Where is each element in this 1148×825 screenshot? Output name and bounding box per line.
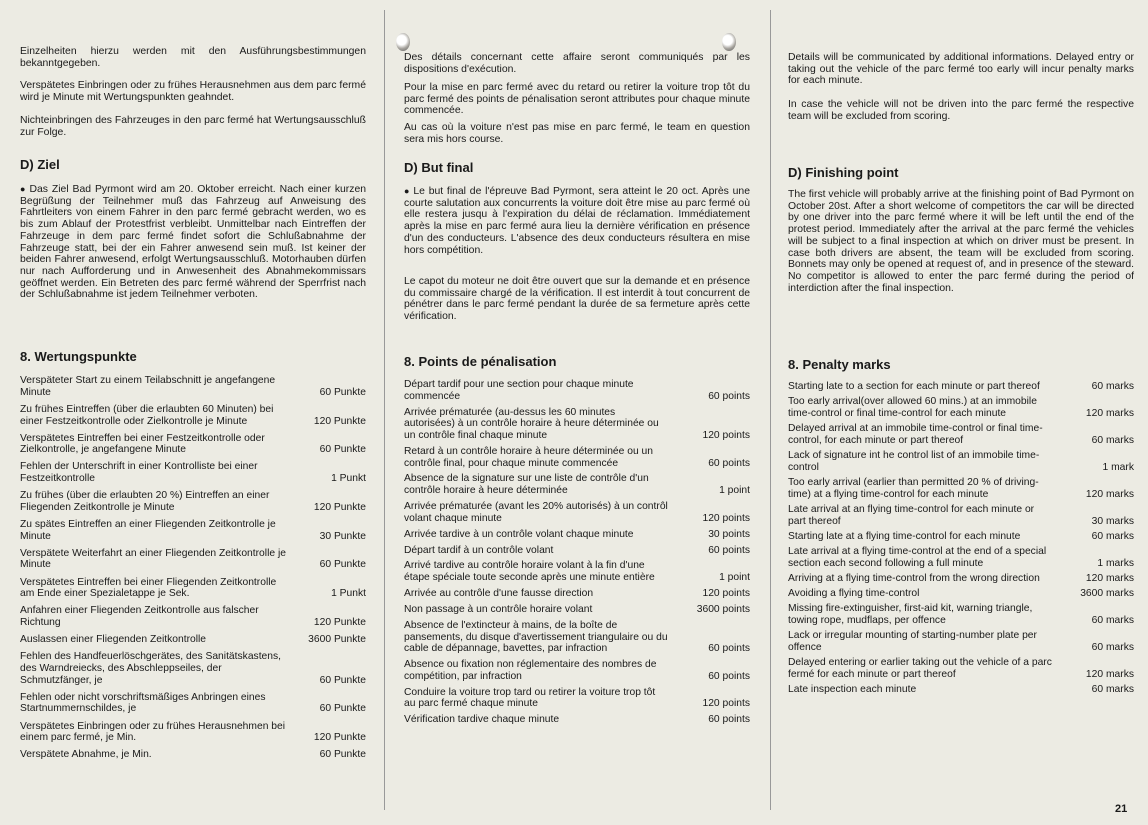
penalty-row bbox=[20, 519, 366, 542]
penalty-value: 120 Punkte bbox=[313, 501, 366, 513]
penalty-description: Fehlen oder nicht vorschriftsmäßiges Anbringen eines Startnummernschildes, je bbox=[20, 691, 266, 715]
penalty-row bbox=[404, 529, 750, 541]
intro-paragraph: In case the vehicle will not be driven into the parc fermé the respective team will be excluded from scoring. bbox=[788, 99, 1134, 122]
section-d-text: ● Le but final de l'épreuve Bad Pyrmont, sera atteint le 20 oct. Après une courte salutation aux concurrents la voiture doit être mise au parc fermé où elle restera jusqu à l'expiration du délai de réclamation. Immédiatement après la mise en parc fermé aura lieu la dernière vérification en présence d'un des conducteurs. L'absence des deux conducteurs résultera en mise hors compétition. bbox=[404, 186, 750, 256]
penalty-description: Too early arrival (earlier than permitted 20 % of driving-time) at a flying time-control for each minute bbox=[788, 476, 1039, 500]
penalty-row bbox=[788, 546, 1134, 569]
penalty-value: 3600 marks bbox=[1080, 588, 1134, 600]
penalty-value: 120 Punkte bbox=[313, 617, 366, 629]
penalty-value: 120 Punkte bbox=[313, 732, 366, 744]
penalty-row bbox=[404, 687, 750, 710]
penalty-value: 120 Punkte bbox=[313, 415, 366, 427]
penalty-row bbox=[404, 446, 750, 469]
penalty-row bbox=[20, 605, 366, 628]
penalty-value: 60 Punkte bbox=[319, 386, 366, 398]
penalty-row bbox=[788, 603, 1134, 626]
penalty-description: Absence de l'extincteur à mains, de la boîte de pansements, du disque d'avertissement triangulaire ou du cable de dépannage, bavettes, par infraction bbox=[404, 619, 668, 655]
section-d-text: ● Das Ziel Bad Pyrmont wird am 20. Oktober erreicht. Nach einer kurzen Begrüßung der Teilnehmer muß das Fahrzeug auf Anweisung des Fahrtleiters von einem Fahrer in den parc fermé gebracht werden, wo es bis zum Ablauf der Protestfrist verbleibt. Unmittelbar nach Eintreffen der Fahrzeuge in dem parc fermé findet sofort die Schlußabnahme der Fahrzeuge statt, bei der ein Fahrer anwesend sein muß. Ist keiner der beiden Fahrer anwesend, erfolgt Wertungsausschluß. Motorhauben dürfen nur nach Aufforderung und in Anwesenheit des Abnahmekommissars geöffnet werden. Ein Betreten des parc fermé während der Sperrfrist nach der Schlußabnahme ist jedem Teilnehmer verboten. bbox=[20, 184, 367, 301]
page-number: 21 bbox=[1115, 803, 1128, 815]
penalty-row bbox=[788, 588, 1134, 600]
penalty-value: 1 Punkt bbox=[331, 473, 366, 485]
penalty-description: Late inspection each minute bbox=[788, 683, 917, 695]
section-heading-but-final: D) But final bbox=[404, 160, 474, 175]
section-heading-penalties: 8. Wertungspunkte bbox=[20, 349, 137, 364]
penalty-value: 120 marks bbox=[1085, 572, 1134, 584]
penalty-value: 60 Punkte bbox=[319, 674, 366, 686]
section-heading-penalties: 8. Penalty marks bbox=[788, 357, 891, 372]
penalty-value: 1 point bbox=[719, 485, 750, 497]
penalty-row bbox=[788, 657, 1134, 680]
penalty-row bbox=[20, 548, 366, 571]
penalty-description: Conduire la voiture trop tard ou retirer la voiture trop tôt au parc fermé chaque minute bbox=[404, 686, 656, 710]
penalty-value: 120 marks bbox=[1085, 407, 1134, 419]
penalty-description: Delayed entering or earlier taking out the vehicle of a parc fermé for each minute or part thereof bbox=[788, 657, 1052, 680]
penalty-description: Arrivée au contrôle d'une fausse direction bbox=[404, 588, 594, 600]
section-heading-penalties: 8. Points de pénalisation bbox=[404, 354, 557, 369]
penalty-value: 30 Punkte bbox=[319, 530, 366, 542]
penalty-description: Verspäteter Start zu einem Teilabschnitt je angefangene Minute bbox=[20, 375, 276, 398]
penalty-description: Arriving at a flying time-control from the wrong direction bbox=[788, 572, 1040, 584]
penalty-value: 1 mark bbox=[1102, 461, 1134, 473]
penalty-description: Fehlen der Unterschrift in einer Kontrolliste bei einer Festzeitkontrolle bbox=[20, 461, 258, 485]
penalty-description: Lack or irregular mounting of starting-number plate per offence bbox=[788, 630, 1037, 653]
penalty-description: Retard à un contrôle horaire à heure déterminée ou un contrôle final, pour chaque minute commencée bbox=[404, 445, 654, 469]
penalty-row bbox=[20, 404, 366, 427]
penalty-description: Zu frühes (über die erlaubten 20 %) Eintreffen an einer Fliegenden Zeitkontrolle je Minute bbox=[20, 490, 270, 513]
penalty-value: 60 Punkte bbox=[319, 749, 366, 761]
penalty-value: 3600 Punkte bbox=[308, 634, 366, 646]
penalty-value: 60 Punkte bbox=[319, 559, 366, 571]
german-column bbox=[0, 0, 384, 825]
bullet-icon: ● bbox=[20, 184, 27, 194]
penalty-description: Fehlen des Handfeuerlöschgerätes, des Sanitätskastens, des Warndreiecks, des Abschleppseiles, der Schmutzfänger, je bbox=[20, 651, 282, 686]
penalty-description: Auslassen einer Fliegenden Zeitkontrolle bbox=[20, 634, 207, 646]
section-heading-finishing-point: D) Finishing point bbox=[788, 165, 899, 180]
penalty-row bbox=[20, 461, 366, 484]
penalty-description: Non passage à un contrôle horaire volant bbox=[404, 603, 593, 615]
penalty-description: Verspätetes Eintreffen bei einer Festzeitkontrolle oder Zielkontrolle, je angefangene Minute bbox=[20, 432, 265, 456]
penalty-value: 60 points bbox=[708, 670, 750, 682]
penalty-value: 60 marks bbox=[1091, 641, 1134, 653]
intro-paragraph: Einzelheiten hierzu werden mit den Ausführungsbestimmungen bekanntgegeben. bbox=[20, 46, 366, 69]
penalty-description: Départ tardif pour une section pour chaque minute commencée bbox=[404, 379, 634, 402]
intro-paragraph: Des détails concernant cette affaire seront communiqués par les dispositions d'exécution. bbox=[404, 52, 750, 75]
penalty-row bbox=[788, 477, 1134, 500]
penalty-row bbox=[788, 423, 1134, 446]
penalty-value: 60 Punkte bbox=[319, 703, 366, 715]
french-column bbox=[384, 0, 770, 825]
penalty-value: 1 marks bbox=[1097, 557, 1134, 569]
penalty-description: Delayed arrival at an immobile time-control or final time-control, for each minute or part thereof bbox=[788, 423, 1043, 446]
penalty-value: 60 marks bbox=[1091, 381, 1134, 392]
penalty-description: Absence de la signature sur une liste de contrôle d'un contrôle horaire à heure déterminée bbox=[404, 473, 649, 497]
penalty-row bbox=[788, 630, 1134, 653]
penalty-row bbox=[788, 381, 1134, 393]
penalty-value: 120 points bbox=[702, 698, 750, 710]
penalty-description: Avoiding a flying time-control bbox=[788, 588, 920, 600]
penalty-description: Arrivée prématurée (au-dessus les 60 minutes autorisées) à un contrôle horaire à heure déterminée ou un contrôle final chaque minute bbox=[404, 406, 659, 441]
penalty-value: 60 Punkte bbox=[319, 444, 366, 456]
penalty-value: 60 marks bbox=[1091, 530, 1134, 542]
penalty-row bbox=[20, 721, 366, 744]
section-d-text-2: Le capot du moteur ne doit être ouvert que sur la demande et en présence du commissaire chargé de la vérification. Il est interdit à tout concurrent de pénétrer dans le parc fermé pendant la durée de sa fermeture après cette vérification. bbox=[404, 276, 750, 323]
penalty-row bbox=[20, 749, 366, 761]
penalty-list bbox=[788, 381, 1134, 699]
penalty-value: 3600 points bbox=[696, 603, 750, 615]
penalty-row bbox=[404, 473, 750, 496]
english-column bbox=[770, 0, 1148, 825]
penalty-description: Starting late at a flying time-control for each minute bbox=[788, 530, 1021, 542]
penalty-description: Absence ou fixation non réglementaire des nombres de compétition, par infraction bbox=[404, 659, 657, 682]
penalty-row bbox=[404, 588, 750, 600]
penalty-row bbox=[788, 531, 1134, 543]
penalty-description: Arrivée tardive à un contrôle volant chaque minute bbox=[404, 528, 634, 540]
penalty-row bbox=[20, 692, 366, 715]
penalty-row bbox=[404, 714, 750, 726]
penalty-value: 60 points bbox=[708, 457, 750, 469]
penalty-row bbox=[788, 450, 1134, 473]
intro-paragraph: Verspätetes Einbringen oder zu frühes Herausnehmen aus dem parc fermé wird je Minute mit Wertungspunkten geahndet. bbox=[20, 80, 366, 103]
penalty-row bbox=[20, 433, 366, 456]
penalty-row bbox=[404, 620, 750, 655]
penalty-value: 60 points bbox=[708, 643, 750, 655]
penalty-description: Late arrival at a flying time-control at the end of a special section each second following a full minute bbox=[788, 545, 1047, 569]
intro-paragraph: Details will be communicated by additional informations. Delayed entry or taking out the vehicle of the parc fermé too early will incur penalty marks for each minute. bbox=[788, 52, 1134, 87]
penalty-row bbox=[20, 375, 366, 398]
intro-paragraph: Au cas où la voiture n'est pas mise en parc fermé, le team en question sera mis hors course. bbox=[404, 122, 750, 145]
penalty-description: Arrivé tardive au contrôle horaire volant à la fin d'une étape spéciale toute seconde après une minute entière bbox=[404, 560, 655, 584]
penalty-description: Lack of signature int he control list of an immobile time-control bbox=[788, 450, 1040, 473]
penalty-value: 60 points bbox=[708, 544, 750, 556]
penalty-row bbox=[788, 504, 1134, 527]
penalty-value: 60 marks bbox=[1091, 683, 1134, 695]
bullet-icon: ● bbox=[404, 186, 411, 196]
penalty-value: 120 marks bbox=[1085, 668, 1134, 680]
penalty-value: 30 marks bbox=[1091, 515, 1134, 527]
penalty-row bbox=[404, 407, 750, 442]
intro-paragraph: Nichteinbringen des Fahrzeuges in den parc fermé hat Wertungsausschluß zur Folge. bbox=[20, 115, 366, 138]
penalty-description: Verspätetes Einbringen oder zu frühes Herausnehmen bei einem parc fermé, je Min. bbox=[20, 720, 286, 744]
section-heading-ziel: D) Ziel bbox=[20, 157, 60, 172]
intro-paragraph: Pour la mise en parc fermé avec du retard ou retirer la voiture trop tôt du parc fermé des points de pénalisation seront attributes pour chaque minute commencée. bbox=[404, 82, 750, 117]
penalty-row bbox=[404, 501, 750, 524]
penalty-list bbox=[404, 379, 750, 730]
penalty-description: Verspätete Abnahme, je Min. bbox=[20, 749, 152, 761]
penalty-row bbox=[404, 659, 750, 682]
penalty-description: Missing fire-extinguisher, first-aid kit, warning triangle, towing rope, mudflaps, per offence bbox=[788, 603, 1033, 626]
penalty-row bbox=[20, 577, 366, 600]
penalty-row bbox=[788, 573, 1134, 585]
penalty-description: Vérification tardive chaque minute bbox=[404, 714, 560, 726]
section-d-text: The first vehicle will probably arrive at the finishing point of Bad Pyrmont on October 20st. After a short welcome of competitors the car will be directed by one driver into the parc fermé where it will be left until the end of the protest period. Immediately after the arrival at the parc fermé the vehicles will be subject to a final inspection at which on driver must be present. In case both drivers are absent, the team will be excluded from scoring. Bonnets may only be opened at request of, and in presence of the steward. No competitor is allowed to enter the parc fermé during the period of interdiction after the final inspection. bbox=[788, 189, 1135, 294]
penalty-value: 120 marks bbox=[1085, 488, 1134, 500]
penalty-description: Late arrival at an flying time-control for each minute or part thereof bbox=[788, 503, 1035, 527]
penalty-row bbox=[788, 396, 1134, 419]
penalty-row bbox=[404, 379, 750, 402]
penalty-value: 120 points bbox=[702, 512, 750, 524]
penalty-value: 60 marks bbox=[1091, 434, 1134, 446]
penalty-row bbox=[404, 560, 750, 583]
penalty-value: 60 marks bbox=[1091, 614, 1134, 626]
penalty-value: 1 Punkt bbox=[331, 588, 366, 600]
penalty-row bbox=[20, 490, 366, 513]
penalty-row bbox=[20, 634, 366, 646]
penalty-description: Zu frühes Eintreffen (über die erlaubten 60 Minuten) bei einer Festzeitkontrolle oder Zielkontrolle je Minute bbox=[20, 403, 274, 427]
penalty-row bbox=[404, 604, 750, 616]
penalty-description: Verspätete Weiterfahrt an einer Fliegenden Zeitkontrolle je Minute bbox=[20, 547, 286, 571]
penalty-description: Zu spätes Eintreffen an einer Fliegenden Zeitkontrolle je Minute bbox=[20, 518, 276, 542]
penalty-row bbox=[404, 545, 750, 557]
penalty-value: 120 points bbox=[702, 588, 750, 600]
penalty-description: Verspätetes Eintreffen bei einer Fliegenden Zeitkontrolle am Ende einer Spezialetappe je Sek. bbox=[20, 576, 277, 600]
penalty-row bbox=[20, 651, 366, 686]
penalty-value: 60 points bbox=[708, 390, 750, 402]
penalty-description: Arrivée prématurée (avant les 20% autorisés) à un contrôl volant chaque minute bbox=[404, 501, 668, 524]
penalty-value: 60 points bbox=[708, 714, 750, 726]
penalty-row bbox=[788, 684, 1134, 696]
penalty-value: 120 points bbox=[702, 430, 750, 441]
penalty-description: Anfahren einer Fliegenden Zeitkontrolle aus falscher Richtung bbox=[20, 605, 259, 629]
penalty-description: Too early arrival(over allowed 60 mins.) at an immobile time-control or final time-control for each minute bbox=[788, 396, 1037, 419]
penalty-description: Starting late to a section for each minute or part thereof bbox=[788, 381, 1040, 392]
penalty-value: 1 point bbox=[719, 572, 750, 584]
penalty-value: 30 points bbox=[708, 528, 750, 540]
penalty-list bbox=[20, 375, 366, 766]
penalty-description: Départ tardif à un contrôle volant bbox=[404, 544, 554, 556]
